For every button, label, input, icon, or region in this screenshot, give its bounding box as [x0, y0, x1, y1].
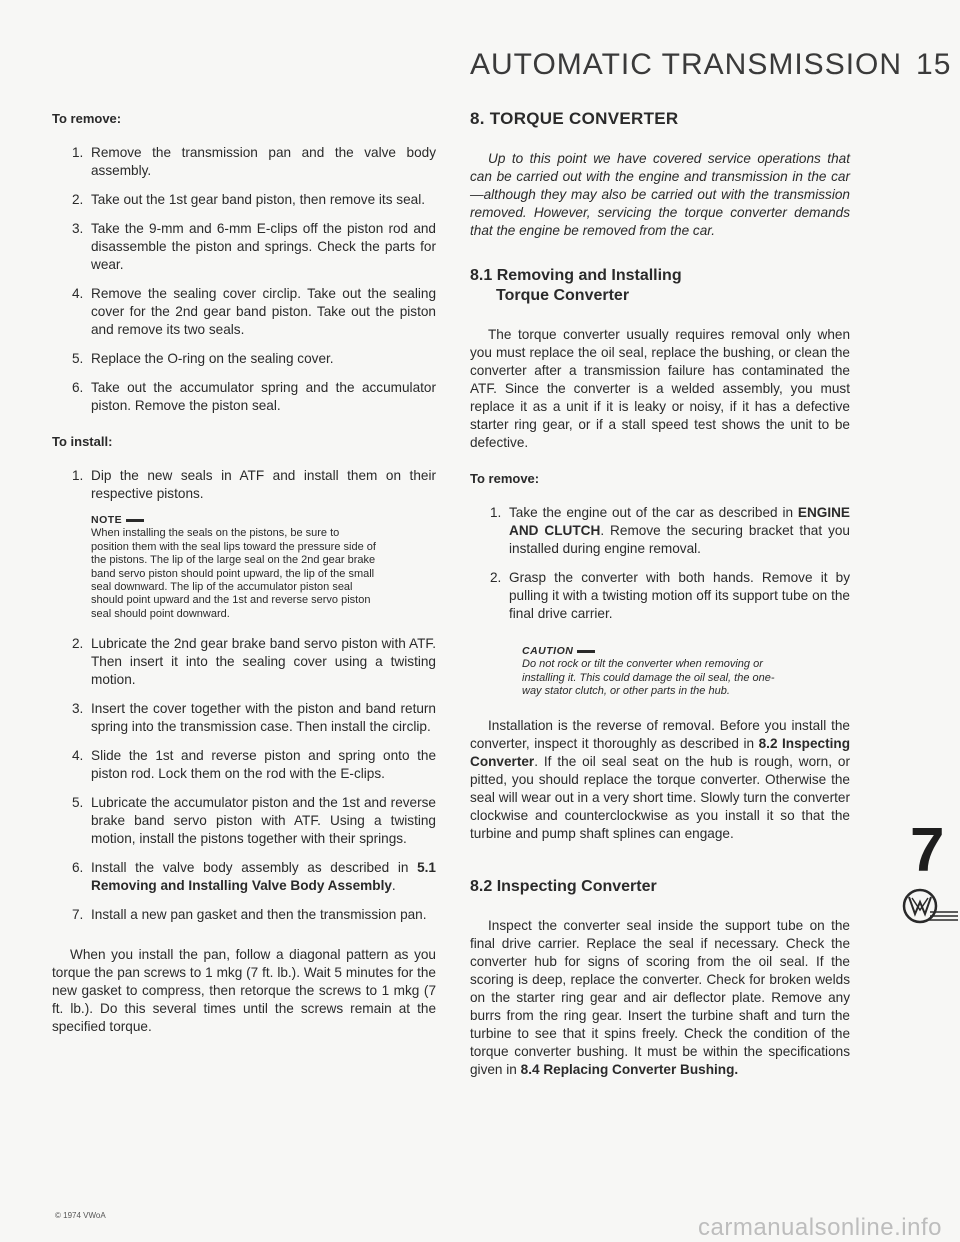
- list-item: 2. Lubricate the 2nd gear brake band servo piston with ATF. Then insert it into the sealing cover using a twisting motion.: [72, 636, 436, 688]
- caution-box: [522, 645, 787, 699]
- watermark: carmanualsonline.info: [698, 1214, 942, 1241]
- cross-reference: 5.1 Removing and Installing Valve Body Assembly: [91, 860, 436, 894]
- note-label: NOTE: [91, 514, 123, 526]
- list-item: 2. Take out the 1st gear band piston, then remove its seal.: [72, 192, 426, 207]
- remove-steps-list: [470, 504, 850, 623]
- note-text: When installing the seals on the pistons, be sure to position them with the seal lips toward the pressure side of the pistons. The lip of the large seal on the 2nd gear brake band servo piston should point upward, the lip of the small seal downward. The lip of the accumulator piston seal should point upward and the 1st and reverse servo piston seal should point downward.: [91, 527, 376, 620]
- copyright: © 1974 VWoA: [55, 1211, 106, 1220]
- remove-steps-list: [52, 144, 436, 415]
- right-column: [470, 110, 850, 1095]
- subsection-heading: 8.1 Removing and Installing Torque Converter: [470, 267, 682, 304]
- list-item: 7. Install a new pan gasket and then the transmission pan.: [72, 907, 427, 923]
- caution-label: CAUTION: [522, 645, 574, 657]
- list-item: 3. Insert the cover together with the piston and band return spring into the transmission case. Then install the circlip.: [72, 701, 436, 735]
- caution-rule: [577, 650, 595, 653]
- chapter-tab: [900, 816, 960, 930]
- vw-logo-icon: [900, 886, 960, 930]
- header-title: AUTOMATIC TRANSMISSION: [470, 48, 903, 81]
- list-item: 4. Remove the sealing cover circlip. Take out the sealing cover for the 2nd gear band piston. Take out the piston and remove its two seals.: [72, 286, 436, 337]
- cross-reference: 8.2 Inspecting Converter: [470, 735, 851, 769]
- page-number: 15: [916, 48, 952, 81]
- intro-paragraph: Up to this point we have covered service operations that can be carried out with the engine and transmission in the car—although they may also be carried out with the transmission removed. However, servicing the torque converter demands that the engine be removed from the car.: [470, 151, 850, 238]
- list-item: 1. Take the engine out of the car as described in ENGINE AND CLUTCH. Remove the securing bracket that you installed during engine removal.: [490, 505, 850, 556]
- closing-paragraph: When you install the pan, follow a diagonal pattern as you torque the pan screws to 1 mkg (7 ft. lb.). Wait 5 minutes for the new gasket to compress, then retorque the screws to 1 mkg (7 ft. lb.). Do this several times until the screws remain at the specified torque.: [52, 947, 436, 1035]
- list-item: 6. Install the valve body assembly as described in 5.1 Removing and Installing Valve Body Assembly.: [72, 860, 436, 894]
- note-box: [91, 514, 376, 621]
- list-item: 6. Take out the accumulator spring and the accumulator piston. Remove the piston seal.: [72, 380, 436, 413]
- list-item: 5. Replace the O-ring on the sealing cover.: [72, 351, 334, 366]
- cross-reference: 8.4 Replacing Converter Bushing.: [520, 1061, 739, 1077]
- install-steps-list: [52, 467, 436, 503]
- inspection-paragraph: Inspect the converter seal inside the support tube on the final drive carrier. Replace the seal if necessary. Check the converter hub for signs of scoring from the oil seal. If the scoring is deep, replace the converter. Check for broken welds on the starter ring gear and air deflector plate. Remove any burrs from the ring gear. Insert the turbine shaft and turn the turbine to see that it spins freely. Check the condition of the torque converter bushing. It must be within the specifications given in 8.4 Replacing Converter Bushing.: [470, 917, 850, 1077]
- list-item: 4. Slide the 1st and reverse piston and spring onto the piston rod. Lock them on the rod with the E-clips.: [72, 748, 436, 782]
- install-label: To install:: [52, 434, 113, 449]
- page-header: [470, 48, 952, 82]
- list-item: 2. Grasp the converter with both hands. Remove it by pulling it with a twisting motion off its support tube on the final drive carrier.: [490, 570, 850, 621]
- remove-label: To remove:: [52, 111, 122, 126]
- chapter-number: 7: [910, 816, 945, 885]
- install-steps-list-continued: [52, 635, 436, 924]
- list-item: 3. Take the 9-mm and 6-mm E-clips off the piston rod and disassemble the piston and springs. Check the parts for wear.: [72, 221, 436, 272]
- removal-paragraph: The torque converter usually requires removal only when you must replace the oil seal, replace the bushing, or clean the converter after a transmission failure has contaminated the ATF. Since the converter is a welded assembly, you must replace it as a unit if it is leaky or noisy, if it has a defective starter ring gear, or if a stall speed test shows the unit to be defective.: [470, 327, 850, 450]
- left-column: [52, 110, 436, 1052]
- remove-label: To remove:: [470, 471, 540, 486]
- list-item: 1. Dip the new seals in ATF and install them on their respective pistons.: [72, 468, 436, 501]
- note-rule: [126, 519, 144, 522]
- section-title: 8. TORQUE CONVERTER: [470, 109, 679, 128]
- list-item: 5. Lubricate the accumulator piston and the 1st and reverse brake band servo piston with ATF. Using a twisting motion, install the pistons together with their springs.: [72, 795, 436, 847]
- caution-text: Do not rock or tilt the converter when removing or installing it. This could damage the oil seal, the one-way stator clutch, or other parts in the hub.: [522, 658, 775, 698]
- subsection-heading: 8.2 Inspecting Converter: [470, 877, 657, 895]
- cross-reference: ENGINE AND CLUTCH: [509, 505, 850, 538]
- list-item: 1. Remove the transmission pan and the valve body assembly.: [72, 145, 436, 178]
- installation-paragraph: Installation is the reverse of removal. Before you install the converter, inspect it thoroughly as described in 8.2 Inspecting Converter. If the oil seal seat on the hub is rough, worn, or pitted, you should replace the torque converter. Otherwise the seal will wear out in a very short time. Slowly turn the converter clockwise and counterclockwise as you install it so that the turbine and pump shaft splines can engage.: [470, 717, 851, 841]
